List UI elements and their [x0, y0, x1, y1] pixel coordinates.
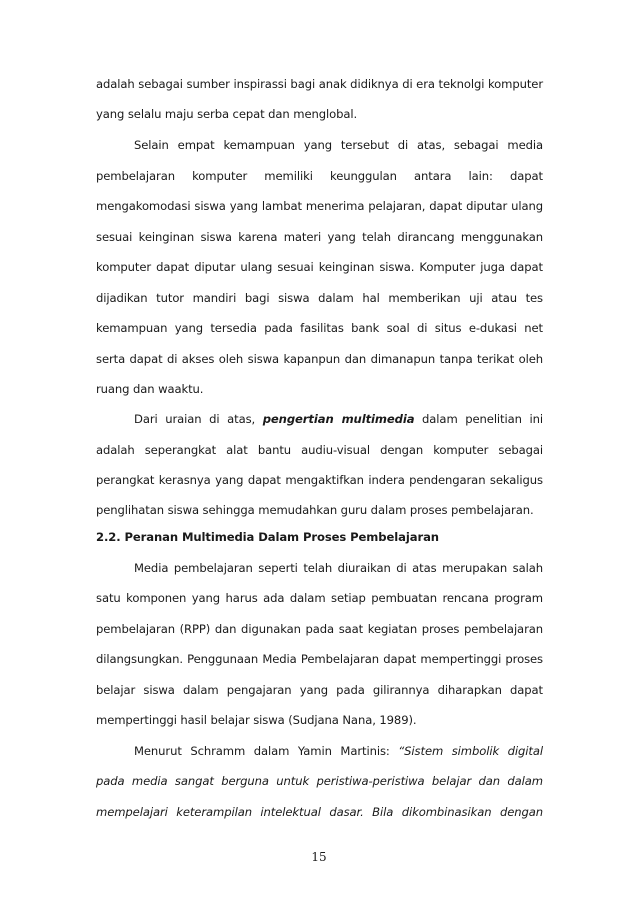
body-text: dalam penelitian ini — [414, 412, 543, 426]
body-line: mempertinggi hasil belajar siswa (Sudjana Nana, 1989). — [96, 713, 417, 727]
body-line: satu komponen yang harus ada dalam setiap pembuatan rencana program — [96, 591, 543, 605]
body-line: adalah sebagai sumber inspirassi bagi anak didiknya di era teknolgi komputer — [96, 77, 543, 91]
body-line: dijadikan tutor mandiri bagi siswa dalam hal memberikan uji atau tes — [96, 291, 543, 305]
body-line: penglihatan siswa sehingga memudahkan guru dalam proses pembelajaran. — [96, 503, 534, 517]
body-line: serta dapat di akses oleh siswa kapanpun dan dimanapun tanpa terikat oleh — [96, 352, 543, 366]
body-line: kemampuan yang tersedia pada fasilitas bank soal di situs e-dukasi net — [96, 321, 543, 335]
body-line — [134, 743, 543, 759]
page-number: 15 — [311, 850, 327, 864]
body-line: ruang dan waaktu. — [96, 382, 204, 396]
body-line — [134, 411, 543, 427]
quote-text: “Sistem simbolik digital — [398, 744, 543, 758]
body-line: dilangsungkan. Penggunaan Media Pembelajaran dapat mempertinggi proses — [96, 652, 543, 666]
body-line: Media pembelajaran seperti telah diuraikan di atas merupakan salah — [134, 561, 543, 575]
body-line: mengakomodasi siswa yang lambat menerima pelajaran, dapat diputar ulang — [96, 199, 543, 213]
body-line: perangkat kerasnya yang dapat mengaktifkan indera pendengaran sekaligus — [96, 473, 543, 487]
body-line: sesuai keinginan siswa karena materi yang telah dirancang menggunakan — [96, 230, 543, 244]
quote-line: mempelajari keterampilan intelektual dasar. Bila dikombinasikan dengan — [96, 805, 543, 819]
body-text: Dari uraian di atas, — [134, 412, 263, 426]
body-line: pembelajaran (RPP) dan digunakan pada saat kegiatan proses pembelajaran — [96, 622, 543, 636]
emphasis-term: pengertian multimedia — [262, 412, 415, 426]
body-line: Selain empat kemampuan yang tersebut di atas, sebagai media — [134, 138, 543, 152]
body-text: Menurut Schramm dalam Yamin Martinis: — [134, 744, 399, 758]
quote-line: pada media sangat berguna untuk peristiwa-peristiwa belajar dan dalam — [96, 774, 543, 788]
body-line: yang selalu maju serba cepat dan menglobal. — [96, 107, 358, 121]
body-line: belajar siswa dalam pengajaran yang pada gilirannya diharapkan dapat — [96, 683, 543, 697]
body-line: komputer dapat diputar ulang sesuai keinginan siswa. Komputer juga dapat — [96, 260, 543, 274]
body-line: pembelajaran komputer memiliki keunggulan antara lain: dapat — [96, 169, 543, 183]
body-line: adalah seperangkat alat bantu audiu-visual dengan komputer sebagai — [96, 443, 543, 457]
section-heading: 2.2. Peranan Multimedia Dalam Proses Pembelajaran — [96, 530, 439, 544]
